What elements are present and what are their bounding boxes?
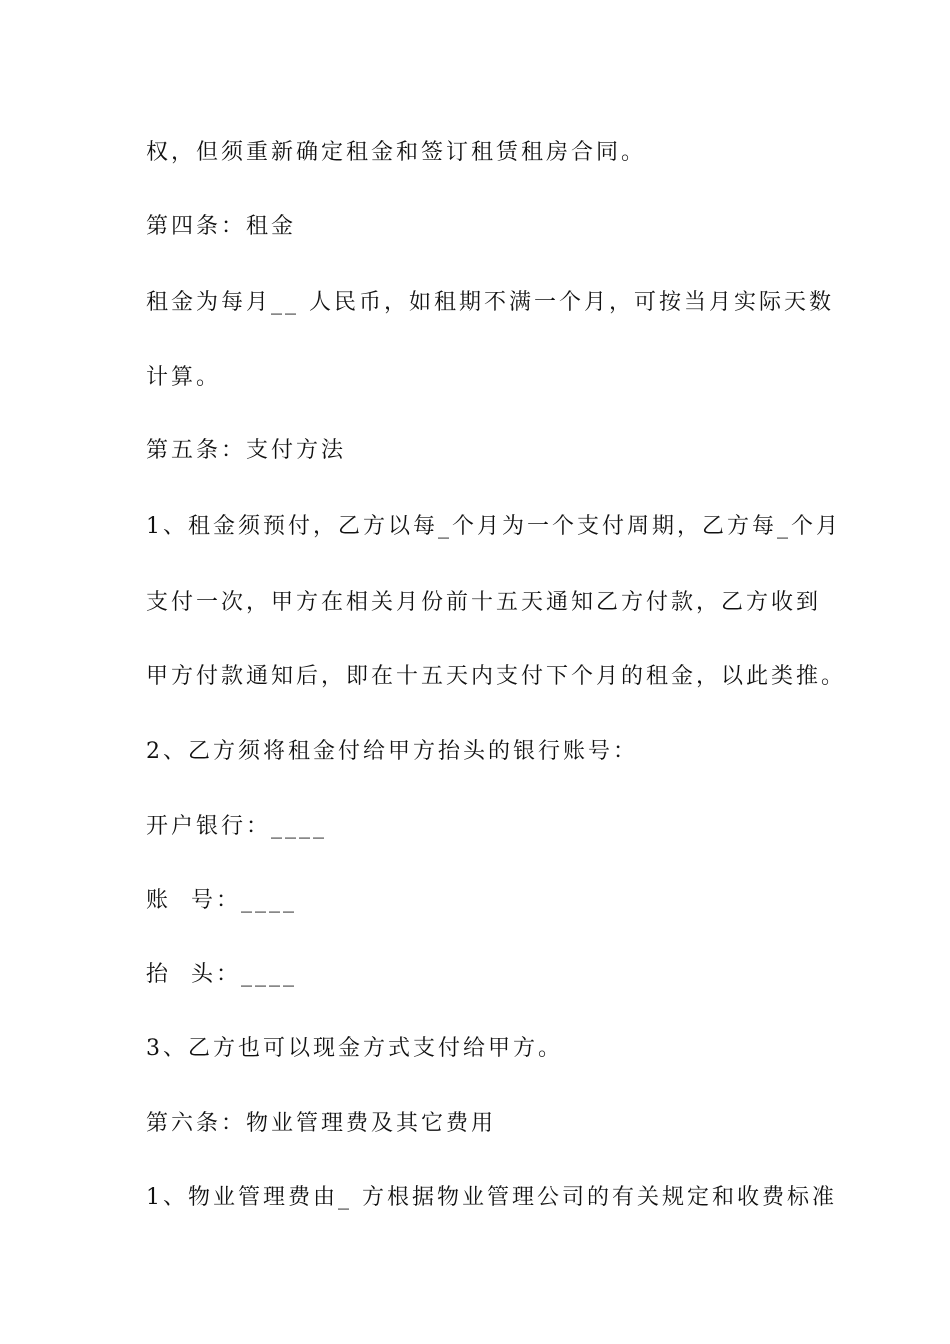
account-holder-field: 抬 头：____ <box>146 962 297 987</box>
paragraph-line: 权，但须重新确定租金和签订租赁租房合同。 <box>146 140 647 165</box>
article-heading-rent: 第四条：租金 <box>146 214 297 239</box>
account-number-field: 账 号：____ <box>146 888 297 913</box>
paragraph-line: 租金为每月__ 人民币，如租期不满一个月，可按当月实际天数 <box>146 290 834 315</box>
paragraph-line: 1、租金须预付，乙方以每_个月为一个支付周期，乙方每_个月 <box>146 514 841 539</box>
article-heading-payment: 第五条：支付方法 <box>146 438 347 463</box>
paragraph-line: 计算。 <box>146 365 222 390</box>
article-heading-fees: 第六条：物业管理费及其它费用 <box>146 1111 497 1136</box>
paragraph-line: 3、乙方也可以现金方式支付给甲方。 <box>146 1036 563 1061</box>
paragraph-line: 2、乙方须将租金付给甲方抬头的银行账号： <box>146 739 638 764</box>
paragraph-line: 1、物业管理费由_ 方根据物业管理公司的有关规定和收费标准 <box>146 1185 837 1210</box>
bank-name-field: 开户银行：____ <box>146 814 328 839</box>
paragraph-line: 甲方付款通知后，即在十五天内支付下个月的租金，以此类推。 <box>146 664 847 689</box>
paragraph-line: 支付一次，甲方在相关月份前十五天通知乙方付款，乙方收到 <box>146 590 822 615</box>
